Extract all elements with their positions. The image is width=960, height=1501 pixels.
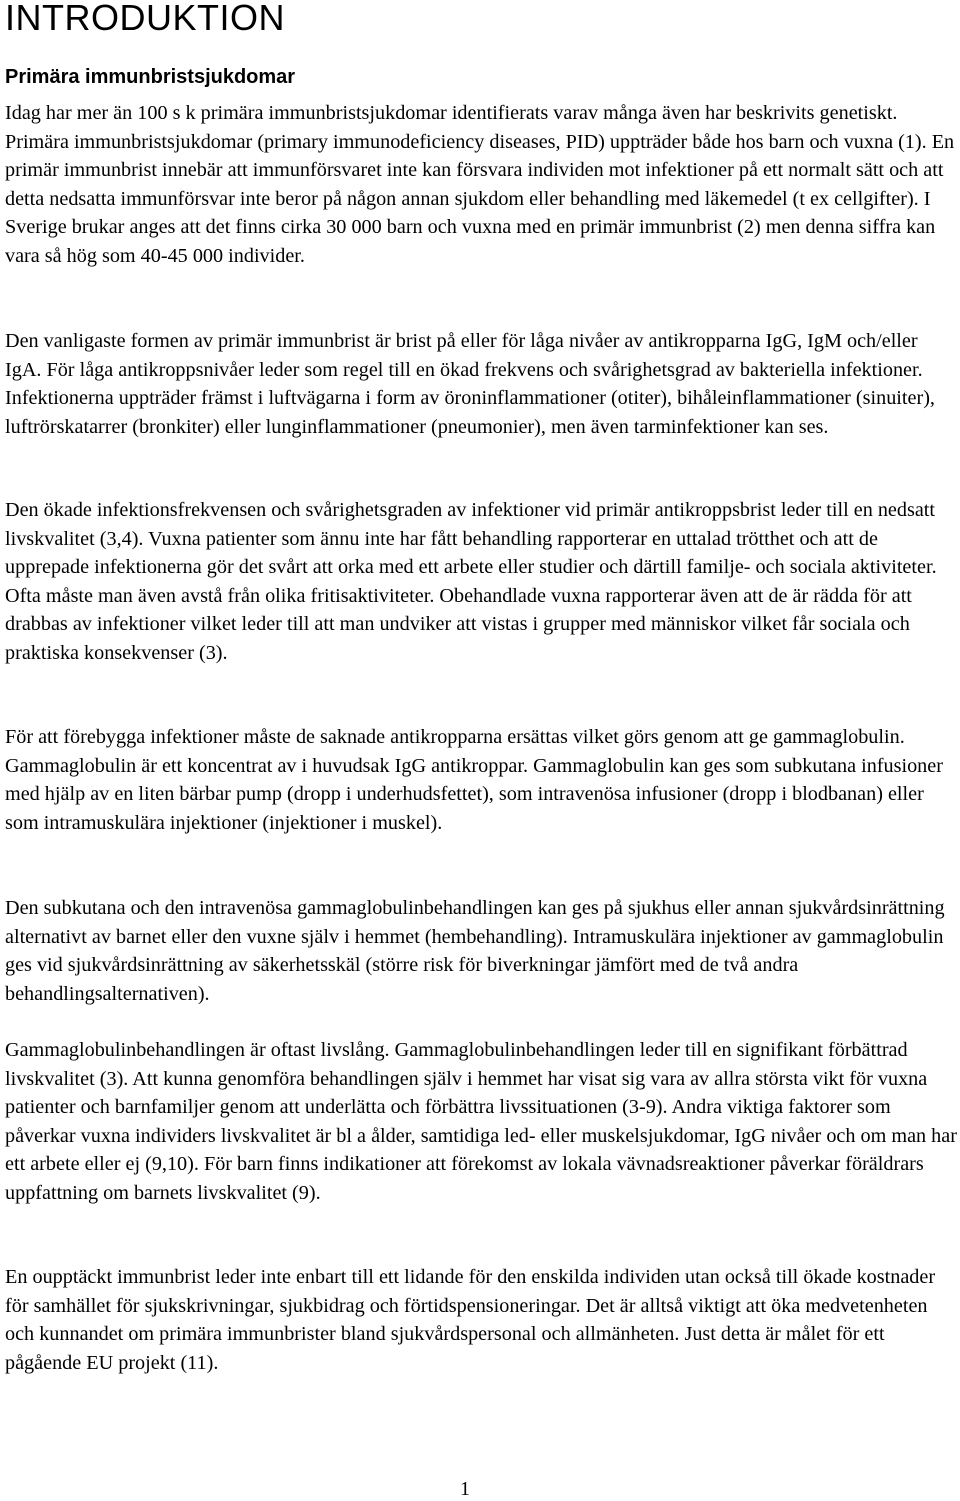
document-page <box>5 0 957 1374</box>
paragraph-3: Den ökade infektionsfrekvensen och svårighetsgraden av infektioner vid primär antikroppsbrist leder till en nedsatt livskvalitet (3,4). Vuxna patienter som ännu inte har fått behandling rapporterar en uttalad trötthet och att de upprepade infektionerna gör det svårt att orka med ett arbete eller studier och därtill familje- och sociala aktiviteter. Ofta måste man även avstå från olika fritisaktiviteter. Obehandlade vuxna rapporterar även att de är rädda för att drabbas av infektioner vilket leder till att man undviker att vistas i grupper med människor vilket får sociala och praktiska konsekvenser (3). <box>5 499 937 664</box>
page-title: INTRODUKTION <box>5 0 285 38</box>
paragraph-4: För att förebygga infektioner måste de saknade antikropparna ersättas vilket görs genom att ge gammaglobulin. Gammaglobulin är ett koncentrat av i huvudsak IgG antikroppar. Gammaglobulin kan ges som subkutana infusioner med hjälp av en liten bärbar pump (dropp i underhudsfettet), som intravenösa infusioner (dropp i blodbanan) eller som intramuskulära injektioner (injektioner i muskel). <box>5 726 943 834</box>
page-number: 1 <box>460 1478 470 1500</box>
paragraph-6: Gammaglobulinbehandlingen är oftast livslång. Gammaglobulinbehandlingen leder till en signifikant förbättrad livskvalitet (3). Att kunna genomföra behandlingen själv i hemmet har visat sig vara av allra största vikt för vuxna patienter och barnfamiljer genom att underlätta och förbättra livssituationen (3-9). Andra viktiga faktorer som påverkar vuxna individers livskvalitet är bl a ålder, samtidiga led- eller muskelsjukdomar, IgG nivåer och om man har ett arbete eller ej (9,10). För barn finns indikationer att förekomst av lokala vävnadsreaktioner påverkar föräldrars uppfattning om barnets livskvalitet (9). <box>5 1039 957 1204</box>
paragraph-5: Den subkutana och den intravenösa gammaglobulinbehandlingen kan ges på sjukhus eller annan sjukvårdsinrättning alternativt av barnet eller den vuxne själv i hemmet (hembehandling). Intramuskulära injektioner av gammaglobulin ges vid sjukvårdsinrättning av säkerhetsskäl (större risk för biverkningar jämfört med de två andra behandlingsalternativen). <box>5 897 945 1005</box>
paragraph-1: Idag har mer än 100 s k primära immunbristsjukdomar identifierats varav många även har beskrivits genetiskt. Primära immunbristsjukdomar (primary immunodeficiency diseases, PID) uppträder både hos barn och vuxna (1). En primär immunbrist innebär att immunförsvaret inte kan försvara individen mot infektioner på ett normalt sätt och att detta nedsatta immunförsvar inte beror på någon annan sjukdom eller behandling med läkemedel (t ex cellgifter). I Sverige brukar anges att det finns cirka 30 000 barn och vuxna med en primär immunbrist (2) men denna siffra kan vara så hög som 40-45 000 individer. <box>5 102 955 267</box>
section-heading: Primära immunbristsjukdomar <box>5 66 296 88</box>
paragraph-7: En oupptäckt immunbrist leder inte enbart till ett lidande för den enskilda individen utan också till ökade kostnader för samhället för sjukskrivningar, sjukbidrag och förtidspensioneringar. Det är alltså viktigt att öka medvetenheten och kunnandet om primära immunbrister bland sjukvårdspersonal och allmänheten. Just detta är målet för ett pågående EU projekt (11). <box>5 1266 936 1374</box>
paragraph-2: Den vanligaste formen av primär immunbrist är brist på eller för låga nivåer av antikropparna IgG, IgM och/eller IgA. För låga antikroppsnivåer leder som regel till en ökad frekvens och svårighetsgrad av bakteriella infektioner. Infektionerna uppträder främst i luftvägarna i form av öroninflammationer (otiter), bihåleinflammationer (sinuiter), luftrörskatarrer (bronkiter) eller lunginflammationer (pneumonier), men även tarminfektioner kan ses. <box>5 330 935 438</box>
